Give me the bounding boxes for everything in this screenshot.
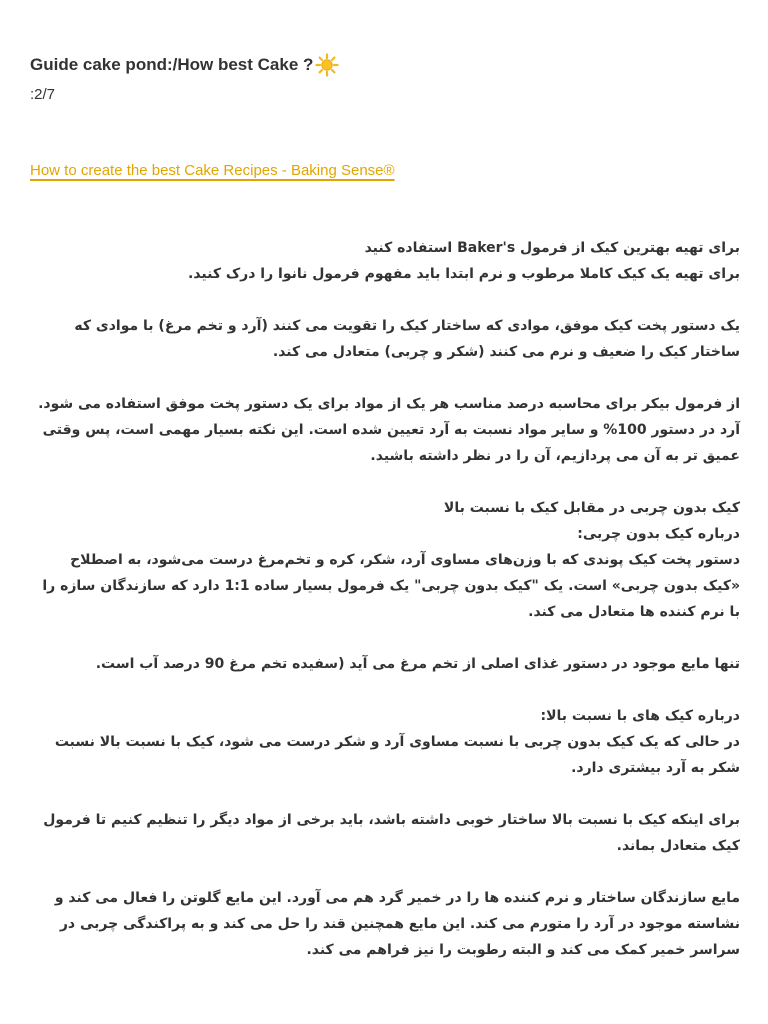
- paragraph-bakers-formula: [30, 235, 740, 287]
- paragraph-high-ratio: در حالی که یک کیک بدون چربی با نسبت مساوی آرد و شکر درست می شود، کیک با نسبت بالا نسبت شکر به آرد بیشتری دارد.: [54, 734, 740, 776]
- recipe-article-link[interactable]: How to create the best Cake Recipes - Baking Sense®: [30, 162, 395, 179]
- title-row: [30, 52, 740, 78]
- note-title: Guide cake pond:/How best Cake ?: [30, 55, 314, 74]
- section-high-ratio: [30, 703, 740, 781]
- paragraph-lean-cake: دستور پخت کیک پوندی که با وزن‌های مساوی آرد، شکر، کره و تخم‌مرغ درست می‌شود، به اصطلاح «کیک بدون چربی» است. یک "کیک بدون چربی" یک فرمول بسیار ساده 1:1 دارد که سازندگان سازه را با نرم کننده ها متعادل می کند.: [42, 552, 740, 620]
- paragraph-liquid-source: تنها مایع موجود در دستور غذای اصلی از تخم مرغ می آید (سفیده تخم مرغ 90 درصد آب است.: [95, 656, 740, 672]
- paragraph-bakers-percentage: از فرمول بیکر برای محاسبه درصد مناسب هر یک از مواد برای یک دستور پخت موفق استفاده می شود. آرد در دستور 100% و سایر مواد نسبت به آرد تعیین شده است. این نکته بسیار مهمی است، پس وقتی عمیق تر به آن می پردازیم، آن را در نظر داشته باشید.: [38, 396, 740, 464]
- section-subheading: درباره کیک های با نسبت بالا:: [540, 708, 740, 724]
- note-subtitle: :2/7: [30, 86, 56, 103]
- paragraph-line: برای تهیه بهترین کیک از فرمول Baker's استفاده کنید: [364, 240, 740, 256]
- note-content: [30, 52, 740, 963]
- section-subheading: درباره کیک بدون چربی:: [577, 526, 740, 542]
- paragraph-balance: یک دستور پخت کیک موفق، موادی که ساختار کیک را تقویت می کنند (آرد و تخم مرغ) با موادی که ساختار کیک را ضعیف و نرم می کنند (شکر و چربی) متعادل می کند.: [74, 318, 740, 360]
- sun-emoji-icon: [315, 53, 339, 77]
- paragraph-line: برای تهیه یک کیک کاملا مرطوب و نرم ابتدا باید مفهوم فرمول نانوا را درک کنید.: [188, 266, 740, 282]
- section-heading: کیک بدون چربی در مقابل کیک با نسبت بالا: [443, 500, 740, 516]
- paragraph-liquid-role: مایع سازندگان ساختار و نرم کننده ها را در خمیر گرد هم می آورد. این مایع گلوتن را فعال می کند و نشاسته موجود در آرد را متورم می کند. این مایع همچنین قند را حل می کند و به پراکندگی چربی در سراسر خمیر کمک می کند و البته رطوبت را نیز فراهم می کند.: [54, 890, 740, 958]
- section-lean-vs-high-ratio: [30, 495, 740, 625]
- paragraph-structure: برای اینکه کیک با نسبت بالا ساختار خوبی داشته باشد، باید برخی از مواد دیگر را تنظیم کنیم تا فرمول کیک متعادل بماند.: [43, 812, 740, 854]
